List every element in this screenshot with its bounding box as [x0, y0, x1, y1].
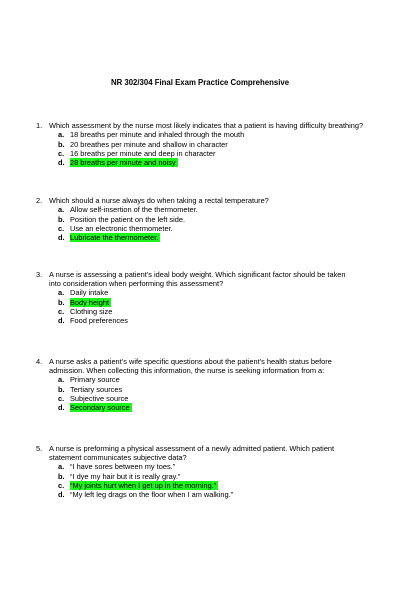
option-b: b. Tertiary sources — [58, 384, 123, 394]
option-text: Primary source — [70, 375, 120, 385]
option-text: Clothing size — [70, 306, 113, 316]
question-text: Which should a nurse always do when taking a rectal temperature? — [49, 196, 269, 205]
option-b: b. “I dye my hair but it is really gray.” — [58, 471, 181, 481]
question-number: 1. — [36, 121, 43, 130]
option-c: c. Subjective source — [58, 393, 129, 403]
option-a: a. “I have sores between my toes.” — [58, 462, 176, 472]
option-b: b. 20 breathes per minute and shallow in character — [58, 139, 228, 149]
question-4 — [36, 357, 356, 413]
option-text: “My left leg drags on the floor when I am walking.” — [70, 490, 234, 500]
question-number: 2. — [36, 196, 43, 205]
option-text: Position the patient on the left side. — [70, 214, 186, 224]
option-b: b. Position the patient on the left side. — [58, 214, 186, 224]
option-text: 16 breaths per minute and deep in character — [70, 148, 216, 158]
option-b: b. Body height — [58, 297, 110, 307]
option-text: “I have sores between my toes.” — [70, 462, 176, 472]
option-d: d. “My left leg drags on the floor when I am walking.” — [58, 490, 234, 500]
option-text: 18 breaths per minute and inhaled through the mouth — [70, 130, 245, 140]
option-text: Use an electronic thermometer. — [70, 223, 173, 233]
option-a: a. 18 breaths per minute and inhaled through the mouth — [58, 130, 245, 140]
option-text: Daily intake — [70, 288, 109, 298]
question-3 — [36, 270, 351, 326]
question-2 — [36, 196, 366, 243]
option-text: Allow self-insertion of the thermometer. — [70, 205, 198, 215]
option-text: Food preferences — [70, 316, 128, 326]
question-stem — [36, 444, 354, 462]
option-text-highlighted: 28 breaths per minute and noisy — [70, 158, 176, 168]
question-text: A nurse is assessing a patient’s ideal body weight. Which significant factor should be taken into consideration when performing this assessment? — [49, 270, 346, 288]
option-c: c. “My joints hurt when I get up in the morning.” — [58, 480, 217, 490]
question-number: 4. — [36, 357, 43, 366]
question-stem — [36, 196, 366, 205]
question-stem — [36, 357, 356, 375]
option-d: d. 28 breaths per minute and noisy — [58, 158, 176, 168]
option-list — [58, 288, 351, 326]
question-number: 5. — [36, 444, 43, 453]
question-number: 3. — [36, 270, 43, 279]
question-5 — [36, 444, 354, 500]
option-text-highlighted: Body height — [70, 297, 110, 307]
option-text: Tertiary sources — [70, 384, 123, 394]
option-a: a. Primary source — [58, 375, 120, 385]
option-list — [58, 375, 356, 413]
option-list — [58, 130, 366, 168]
option-c: c. 16 breaths per minute and deep in character — [58, 148, 216, 158]
option-d: d. Lubricate the thermometer. — [58, 233, 159, 243]
question-text: Which assessment by the nurse most likely indicates that a patient is having difficulty breathing? — [49, 121, 364, 130]
option-text-highlighted: “My joints hurt when I get up in the morning.” — [70, 480, 217, 490]
option-text-highlighted: Secondary source — [70, 403, 130, 413]
option-text: Subjective source — [70, 393, 129, 403]
option-list — [58, 205, 366, 243]
option-c: c. Use an electronic thermometer. — [58, 223, 173, 233]
option-c: c. Clothing size — [58, 306, 113, 316]
option-list — [58, 462, 354, 500]
option-text: “I dye my hair but it is really gray.” — [70, 471, 181, 481]
option-text-highlighted: Lubricate the thermometer. — [70, 233, 159, 243]
question-text: A nurse is preforming a physical assessment of a newly admitted patient. Which patient statement communicates subjective data? — [49, 444, 335, 462]
page-title: NR 302/304 Final Exam Practice Comprehensive — [110, 78, 290, 87]
option-a: a. Daily intake — [58, 288, 109, 298]
option-d: d. Secondary source — [58, 403, 130, 413]
question-text: A nurse asks a patient’s wife specific questions about the patient’s health status before admission. When collecting this information, the nurse is seeking information from a: — [49, 357, 332, 375]
option-text: 20 breathes per minute and shallow in character — [70, 139, 228, 149]
question-1 — [36, 121, 366, 168]
option-a: a. Allow self-insertion of the thermometer. — [58, 205, 198, 215]
question-stem — [36, 270, 351, 288]
option-d: d. Food preferences — [58, 316, 128, 326]
question-stem — [36, 121, 366, 130]
